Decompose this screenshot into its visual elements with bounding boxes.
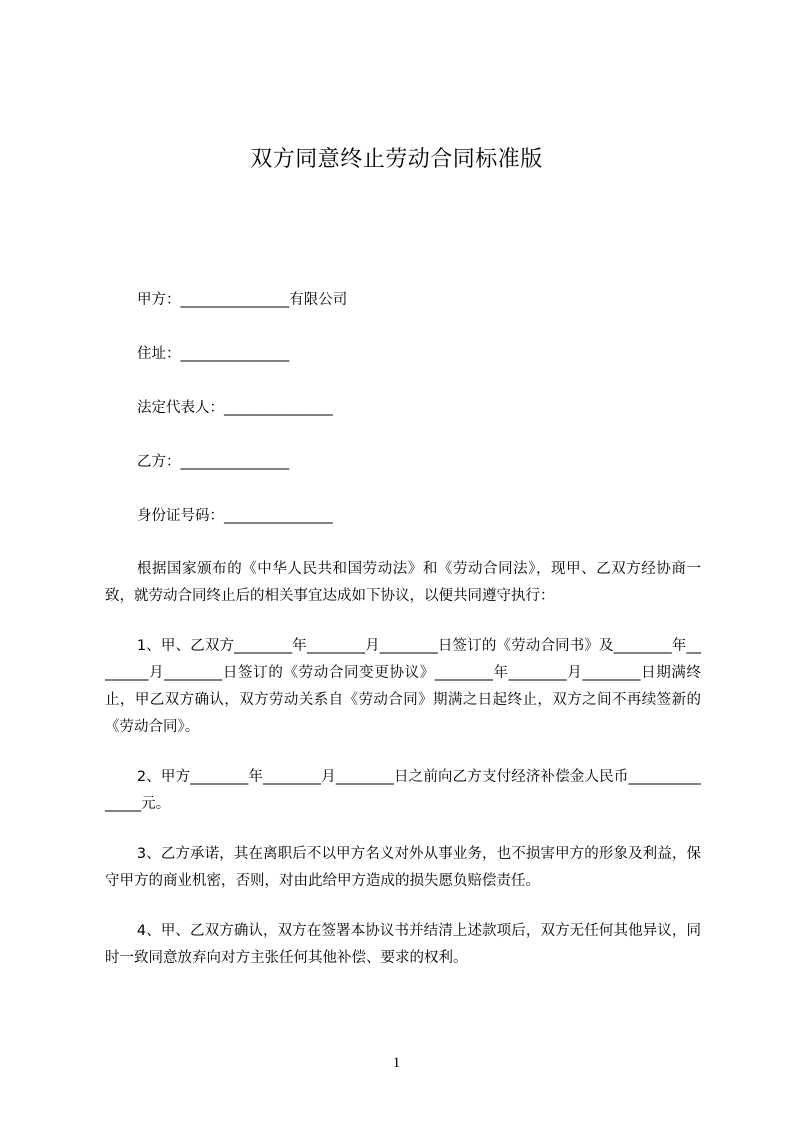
agreement-body — [105, 556, 701, 995]
id-number-field: 身份证号码：_______________ — [137, 508, 333, 524]
legal-representative-field: 法定代表人：_______________ — [137, 400, 333, 416]
document-title: 双方同意终止劳动合同标准版 — [250, 147, 543, 172]
clause-4: 4、甲、乙双方确认，双方在签署本协议书并结清上述款项后，双方无任何其他异议，同时一致同意放弃向对方主张任何其他补偿、要求的权利。 — [105, 923, 701, 966]
preamble-paragraph: 根据国家颁布的《中华人民共和国劳动法》和《劳动合同法》，现甲、乙双方经协商一致，就劳动合同终止后的相关事宜达成如下协议，以便共同遵守执行： — [105, 561, 701, 604]
clause-3: 3、乙方承诺，其在离职后不以甲方名义对外从事业务，也不损害甲方的形象及利益，保守甲方的商业机密，否则，对由此给甲方造成的损失愿负赔偿责任。 — [105, 846, 701, 889]
address-field: 住址：_______________ — [137, 346, 290, 362]
page-number: 1 — [392, 1055, 401, 1071]
clause-1: 1、甲、乙双方________年________月________日签订的《劳动合同书》及________年________月________日签订的《劳动合同变更协议》________年________月________日期满终止，甲乙双方确认，双方劳动关系自《劳动合同》期满之日起终止，双方之间不再续签新的《劳动合同》。 — [105, 638, 701, 735]
clause-2: 2、甲方________年________月________日之前向乙方支付经济补偿金人民币_______________元。 — [105, 769, 701, 812]
party-a-field: 甲方：_______________有限公司 — [137, 292, 348, 308]
party-b-field: 乙方：_______________ — [137, 454, 290, 470]
